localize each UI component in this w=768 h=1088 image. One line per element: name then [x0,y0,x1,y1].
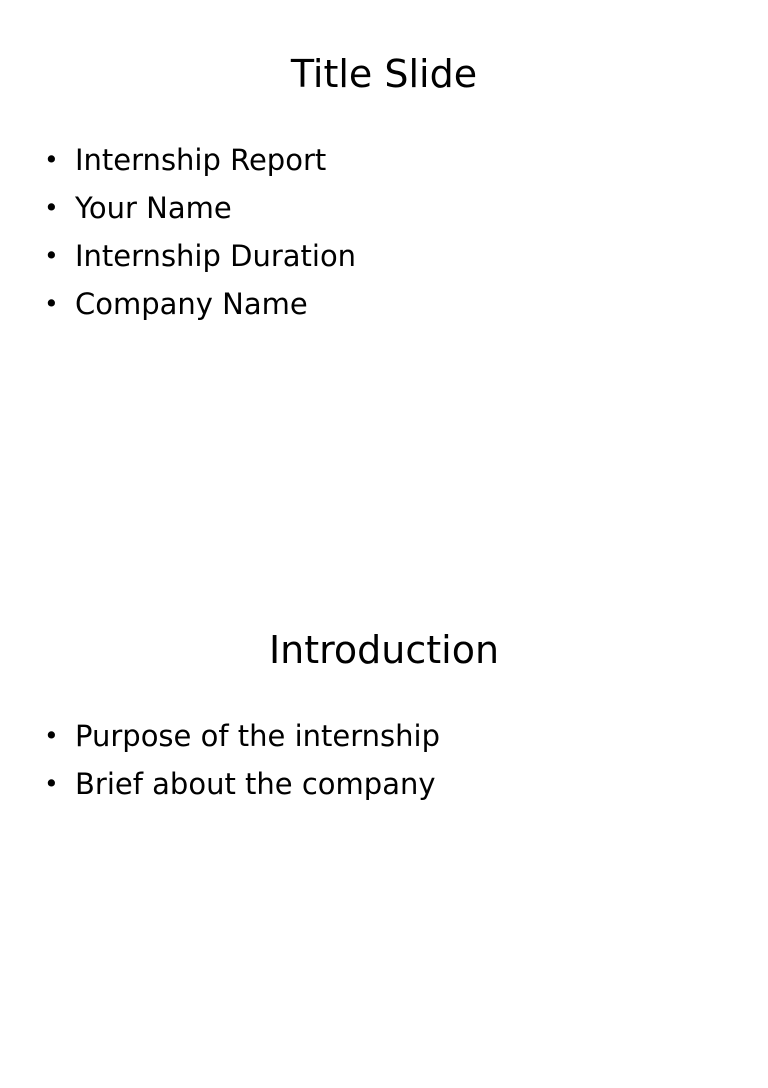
bullet-item [44,140,356,188]
slide-title: Introduction [268,628,500,672]
slide-title-slide [0,0,768,512]
bullet-text: Brief about the company [75,767,436,801]
bullet-item [44,236,356,284]
bullet-list [44,140,356,332]
bullet-icon: • [44,769,59,798]
bullet-icon: • [44,721,59,750]
bullet-item [44,716,440,764]
bullet-item [44,188,356,236]
bullet-text: Your Name [75,191,232,225]
bullet-list [44,716,440,812]
slide-introduction [0,576,768,1088]
bullet-icon: • [44,289,59,318]
bullet-icon: • [44,145,59,174]
bullet-text: Company Name [75,287,308,321]
bullet-text: Internship Duration [75,239,357,273]
bullet-item [44,764,440,812]
bullet-text: Internship Report [75,143,327,177]
bullet-item [44,284,356,332]
bullet-text: Purpose of the internship [75,719,440,753]
slide-title: Title Slide [290,52,478,96]
bullet-icon: • [44,241,59,270]
bullet-icon: • [44,193,59,222]
